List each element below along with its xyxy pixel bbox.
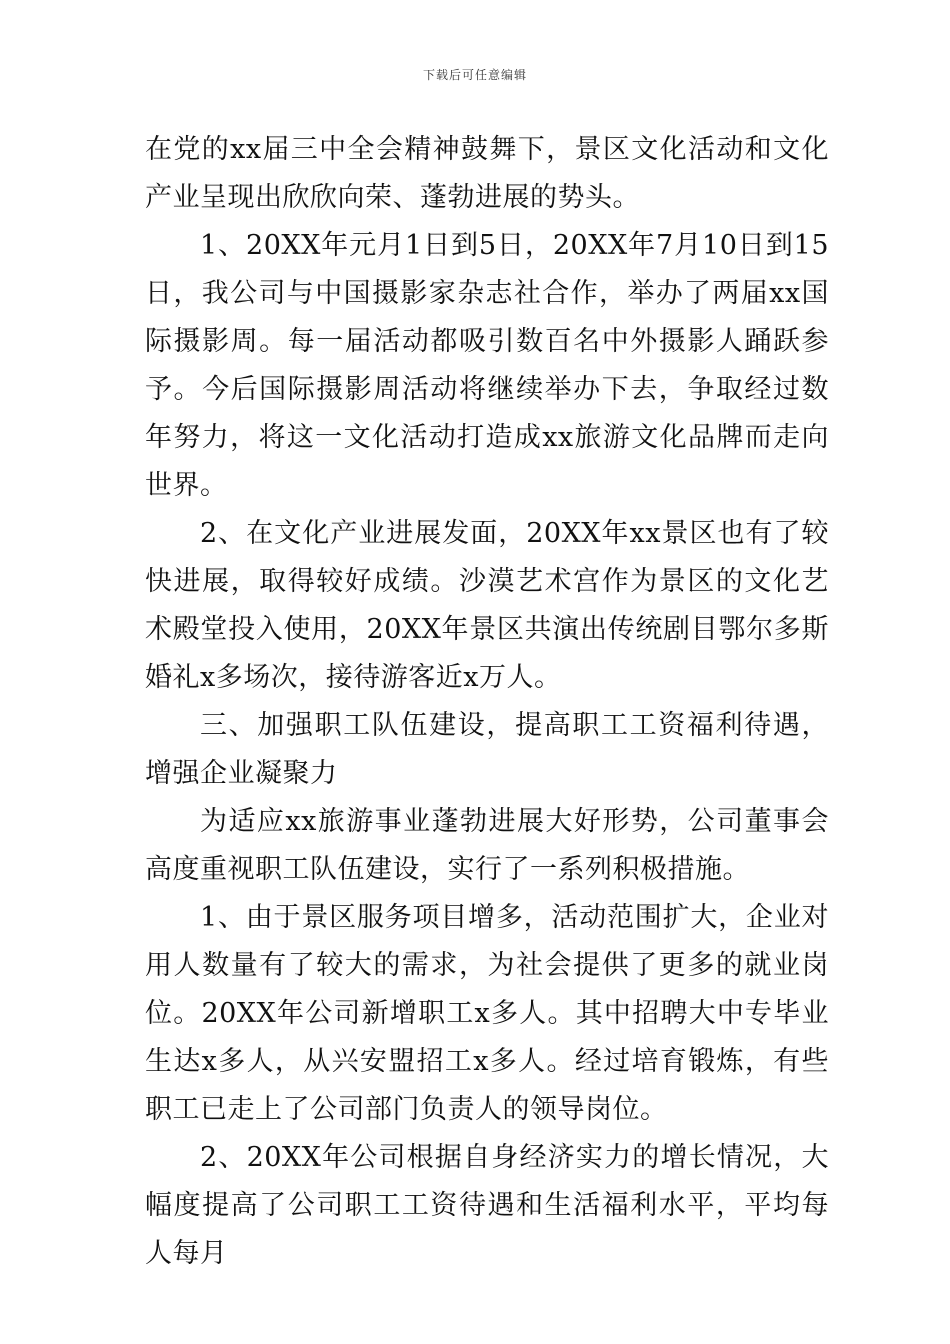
paragraph-culture-industry: 2、在文化产业进展发面，20XX年xx景区也有了较快进展，取得较好成绩。沙漠艺术宫作为景区的文化艺术殿堂投入使用，20XX年景区共演出传统剧目鄂尔多斯婚礼x多场次，接待游客近x万人。	[145, 518, 829, 693]
paragraph-staff-intro: 为适应xx旅游事业蓬勃进展大好形势，公司董事会高度重视职工队伍建设，实行了一系列积极措施。	[145, 806, 829, 885]
section-heading-staff: 三、加强职工队伍建设，提高职工工资福利待遇，增强企业凝聚力	[145, 710, 829, 789]
paragraph-employment: 1、由于景区服务项目增多，活动范围扩大，企业对用人数量有了较大的需求，为社会提供了更多的就业岗位。20XX年公司新增职工x多人。其中招聘大中专毕业生达x多人，从兴安盟招工x多人。经过培育锻炼，有些职工已走上了公司部门负责人的领导岗位。	[145, 902, 829, 1125]
paragraph-wages: 2、20XX年公司根据自身经济实力的增长情况，大幅度提高了公司职工工资待遇和生活福利水平，平均每人每月	[145, 1142, 829, 1269]
header-note: 下载后可任意编辑	[422, 68, 527, 82]
document-body	[145, 126, 829, 1278]
paragraph-photo-week: 1、20XX年元月1日到5日，20XX年7月10日到15日，我公司与中国摄影家杂志社合作，举办了两届xx国际摄影周。每一届活动都吸引数百名中外摄影人踊跃参予。今后国际摄影周活动将继续举办下去，争取经过数年努力，将这一文化活动打造成xx旅游文化品牌而走向世界。	[145, 230, 829, 501]
paragraph-intro: 在党的xx届三中全会精神鼓舞下，景区文化活动和文化产业呈现出欣欣向荣、蓬勃进展的势头。	[145, 134, 829, 213]
